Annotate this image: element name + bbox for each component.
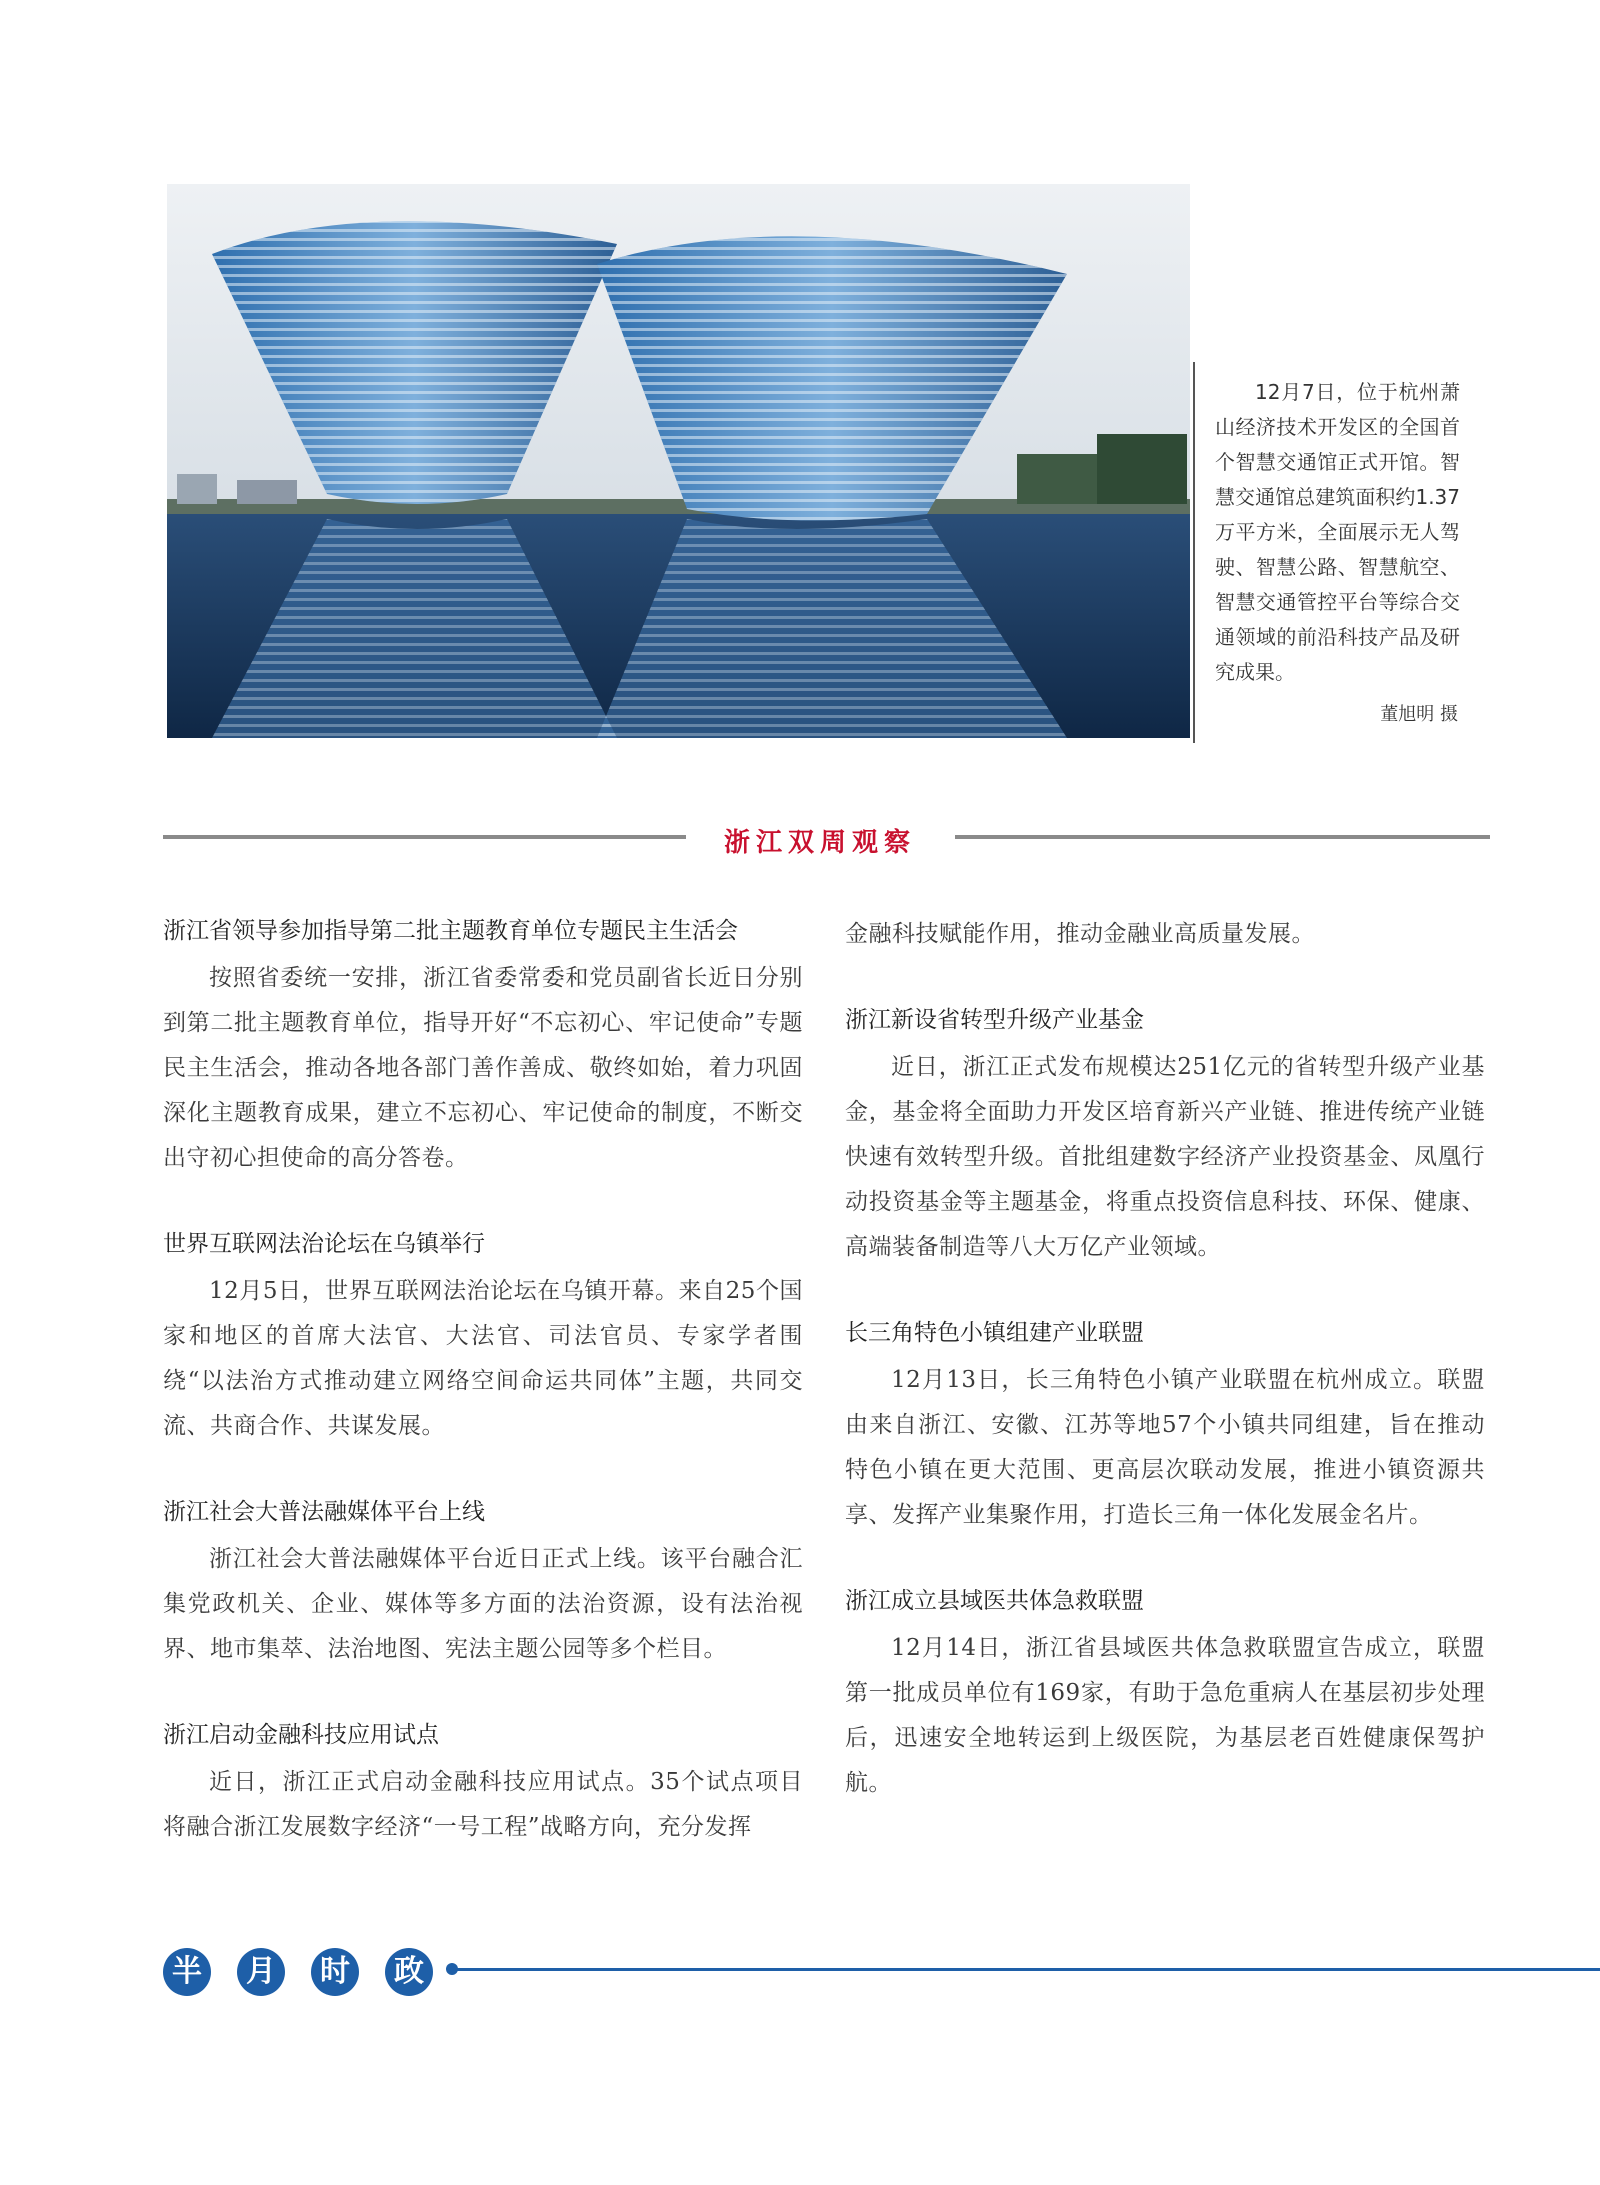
photo-credit: 董旭明 摄	[1380, 704, 1458, 725]
section-rule-right	[955, 835, 1490, 839]
smart-transport-hall-photo	[167, 184, 1190, 738]
article-body: 12月13日，长三角特色小镇产业联盟在杭州成立。联盟由来自浙江、安徽、江苏等地57个小镇共同组建，旨在推动特色小镇在更大范围、更高层次联动发展，推进小镇资源共享、发挥产业集聚作用，打造长三角一体化发展金名片。	[845, 1367, 1485, 1528]
news-article	[845, 1582, 1485, 1806]
article-body: 12月5日，世界互联网法治论坛在乌镇开幕。来自25个国家和地区的首席大法官、大法官、司法官员、专家学者围绕“以法治方式推动建立网络空间命运共同体”主题，共同交流、共商合作、共谋发展。	[163, 1278, 803, 1439]
photo-caption: 12月7日，位于杭州萧山经济技术开发区的全国首个智慧交通馆正式开馆。智慧交通馆总建筑面积约1.37万平方米，全面展示无人驾驶、智慧公路、智慧航空、智慧交通管控平台等综合交通领域的前沿科技产品及研究成果。	[1215, 380, 1460, 684]
left-column	[163, 912, 803, 1894]
article-headline: 浙江启动金融科技应用试点	[163, 1722, 439, 1748]
logo-seal-char: 月	[237, 1948, 285, 1996]
logo-seal-char: 政	[385, 1948, 433, 1996]
footer-rule	[450, 1968, 1600, 1971]
section-title: 浙江双周观察	[723, 828, 916, 858]
article-headline: 浙江省领导参加指导第二批主题教育单位专题民主生活会	[163, 918, 738, 944]
news-article	[845, 1001, 1485, 1270]
article-headline: 世界互联网法治论坛在乌镇举行	[163, 1231, 485, 1257]
news-article	[163, 1716, 803, 1850]
news-article	[163, 1493, 803, 1672]
article-body: 按照省委统一安排，浙江省委常委和党员副省长近日分别到第二批主题教育单位，指导开好“不忘初心、牢记使命”专题民主生活会，推动各地各部门善作善成、敬终如始，着力巩固深化主题教育成果，建立不忘初心、牢记使命的制度，不断交出守初心担使命的高分答卷。	[163, 965, 803, 1171]
article-body: 浙江社会大普法融媒体平台近日正式上线。该平台融合汇集党政机关、企业、媒体等多方面的法治资源，设有法治视界、地市集萃、法治地图、宪法主题公园等多个栏目。	[163, 1546, 803, 1662]
article-body: 近日，浙江正式启动金融科技应用试点。35个试点项目将融合浙江发展数字经济“一号工程”战略方向，充分发挥	[163, 1769, 803, 1840]
logo-seal-char: 时	[311, 1948, 359, 1996]
article-body: 12月14日，浙江省县域医共体急救联盟宣告成立，联盟第一批成员单位有169家，有助于急危重病人在基层初步处理后，迅速安全地转运到上级医院，为基层老百姓健康保驾护航。	[845, 1635, 1485, 1796]
magazine-logo	[163, 1948, 463, 2004]
article-headline: 浙江成立县域医共体急救联盟	[845, 1588, 1144, 1614]
section-rule-left	[163, 835, 686, 839]
article-continuation: 金融科技赋能作用，推动金融业高质量发展。	[845, 921, 1315, 947]
article-body: 近日，浙江正式发布规模达251亿元的省转型升级产业基金，基金将全面助力开发区培育新兴产业链、推进传统产业链快速有效转型升级。首批组建数字经济产业投资基金、凤凰行动投资基金等主题基金，将重点投资信息科技、环保、健康、高端装备制造等八大万亿产业领域。	[845, 1054, 1485, 1260]
logo-seal-char: 半	[163, 1948, 211, 1996]
article-headline: 浙江社会大普法融媒体平台上线	[163, 1499, 485, 1525]
right-column	[845, 912, 1485, 1850]
article-headline: 浙江新设省转型升级产业基金	[845, 1007, 1144, 1033]
news-article	[163, 1225, 803, 1449]
article-headline: 长三角特色小镇组建产业联盟	[845, 1320, 1144, 1346]
news-article	[845, 1314, 1485, 1538]
news-article	[163, 912, 803, 1181]
caption-divider	[1193, 362, 1195, 743]
